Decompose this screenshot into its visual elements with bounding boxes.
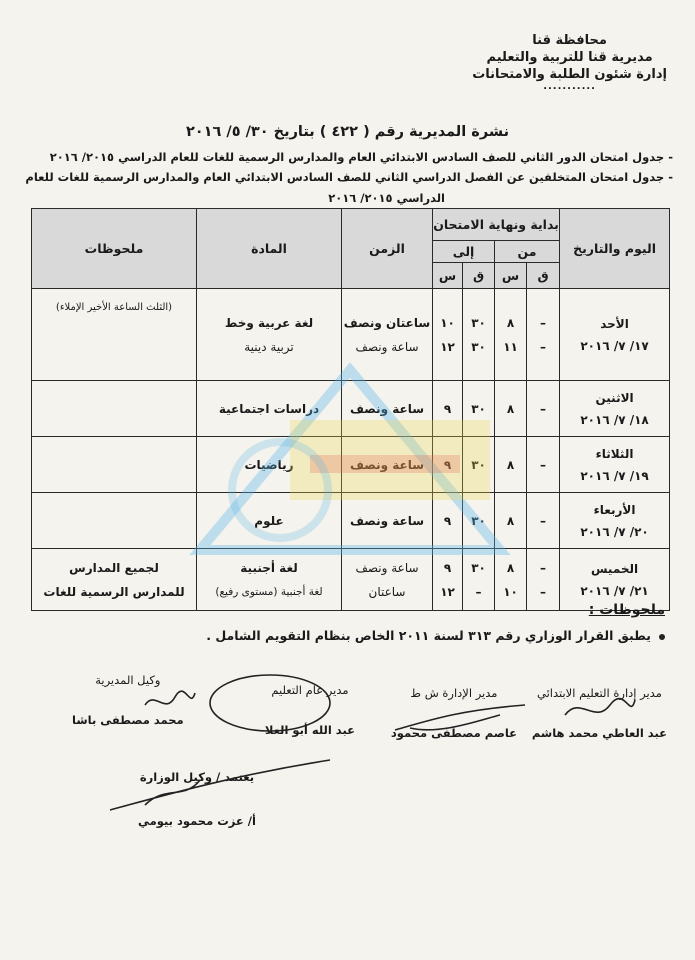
org-dots: ........... [543, 81, 596, 92]
org-line-governorate: محافظة قنا [532, 33, 607, 48]
table-row [32, 381, 670, 437]
subject-cell: لغة أجنبية لغة أجنبية (مستوى رفيع) [197, 549, 342, 611]
org-line-department: إدارة شئون الطلبة والامتحانات [472, 67, 667, 82]
header-to: إلى [433, 241, 495, 263]
signature-primary-education: مدير إدارة التعليم الابتدائي عبد العاطي محمد هاشم [531, 686, 667, 740]
to-s-cell: ٩ [433, 437, 463, 493]
subject-cell: رياضيات [197, 437, 342, 493]
header-from-q: ق [527, 263, 560, 289]
table-row [32, 289, 670, 381]
header-duration: الزمن [342, 209, 433, 289]
from-q-cell: – [527, 381, 560, 437]
to-s-cell: ٩ [433, 381, 463, 437]
duration-cell: ساعة ونصف ساعتان [342, 549, 433, 611]
signature-general-director: مدير عام التعليم عبد الله أبو العلا [264, 683, 355, 737]
to-s-cell: ٩ [433, 493, 463, 549]
subject-cell: علوم [197, 493, 342, 549]
notes-cell: (الثلث الساعة الأخير الإملاء) [32, 289, 197, 381]
duration-cell: ساعتان ونصف ساعة ونصف [342, 289, 433, 381]
organization-header [472, 32, 667, 91]
bulletin-line-1: - جدول امتحان الدور الثاني للصف السادس الابتدائي العام والمدارس الرسمية للغات للعام الدراسي ٢٠١٥/ ٢٠١٦ [49, 150, 673, 164]
subject-cell: دراسات اجتماعية [197, 381, 342, 437]
exam-schedule-table [31, 208, 670, 611]
bullet-icon [659, 634, 665, 640]
day-date-cell: الثلاثاء ١٩/ ٧/ ٢٠١٦ [560, 437, 670, 493]
notes-cell [32, 437, 197, 493]
to-q-cell: ٣٠ ٣٠ [463, 289, 495, 381]
day-date-cell: الاثنين ١٨/ ٧/ ٢٠١٦ [560, 381, 670, 437]
from-q-cell: – – [527, 289, 560, 381]
to-s-cell: ١٠ ١٢ [433, 289, 463, 381]
signature-admin-director: مدير الإدارة ش ط عاصم مصطفى محمود [390, 686, 517, 740]
table-row [32, 549, 670, 611]
day-date-cell: الخميس ٢١/ ٧/ ٢٠١٦ [560, 549, 670, 611]
to-q-cell: ٣٠ [463, 381, 495, 437]
notes-cell [32, 381, 197, 437]
from-q-cell: – – [527, 549, 560, 611]
from-s-cell: ٨ ١١ [495, 289, 527, 381]
from-s-cell: ٨ [495, 493, 527, 549]
header-from-s: س [495, 263, 527, 289]
header-notes: ملحوظات [32, 209, 197, 289]
table-row [32, 493, 670, 549]
to-s-cell: ٩ ١٢ [433, 549, 463, 611]
header-subject: المادة [197, 209, 342, 289]
duration-cell: ساعة ونصف [342, 381, 433, 437]
notes-title: ملحوظات : [588, 602, 665, 618]
header-to-s: س [433, 263, 463, 289]
notes-cell [32, 493, 197, 549]
day-date-cell: الأربعاء ٢٠/ ٧/ ٢٠١٦ [560, 493, 670, 549]
header-from: من [495, 241, 560, 263]
to-q-cell: ٣٠ [463, 493, 495, 549]
header-day-date: اليوم والتاريخ [560, 209, 670, 289]
from-q-cell: – [527, 437, 560, 493]
from-s-cell: ٨ [495, 437, 527, 493]
approval-block: يعتمد / وكيل الوزارة أ/ عزت محمود بيومي [138, 770, 256, 828]
header-start-end: بداية ونهاية الامتحان [433, 209, 560, 241]
bulletin-line-3: الدراسي ٢٠١٥/ ٢٠١٦ [328, 191, 445, 205]
duration-cell: ساعة ونصف [342, 437, 433, 493]
signature-deputy-directorate: وكيل المديرية محمد مصطفى باشا [72, 673, 184, 727]
header-to-q: ق [463, 263, 495, 289]
notes-cell: لجميع المدارس للمدارس الرسمية للغات [32, 549, 197, 611]
from-s-cell: ٨ ١٠ [495, 549, 527, 611]
day-date-cell: الأحد ١٧/ ٧/ ٢٠١٦ [560, 289, 670, 381]
to-q-cell: ٣٠ [463, 437, 495, 493]
bulletin-title: نشرة المديرية رقم ( ٤٢٢ ) بتاريخ ٣٠/ ٥/ ٢٠١٦ [185, 124, 510, 140]
org-line-directorate: مديرية قنا للتربية والتعليم [486, 50, 653, 65]
note-item: يطبق القرار الوزاري رقم ٣١٣ لسنة ٢٠١١ الخاص بنظام التقويم الشامل . [206, 628, 665, 643]
from-s-cell: ٨ [495, 381, 527, 437]
to-q-cell: ٣٠ – [463, 549, 495, 611]
from-q-cell: – [527, 493, 560, 549]
duration-cell: ساعة ونصف [342, 493, 433, 549]
bulletin-line-2: - جدول امتحان المتخلفين عن الفصل الدراسي الثاني للصف السادس الابتدائي العام والمدارس الرسمية للغات للعام [25, 170, 673, 184]
subject-cell: لغة عربية وخط تربية دينية [197, 289, 342, 381]
table-row [32, 437, 670, 493]
